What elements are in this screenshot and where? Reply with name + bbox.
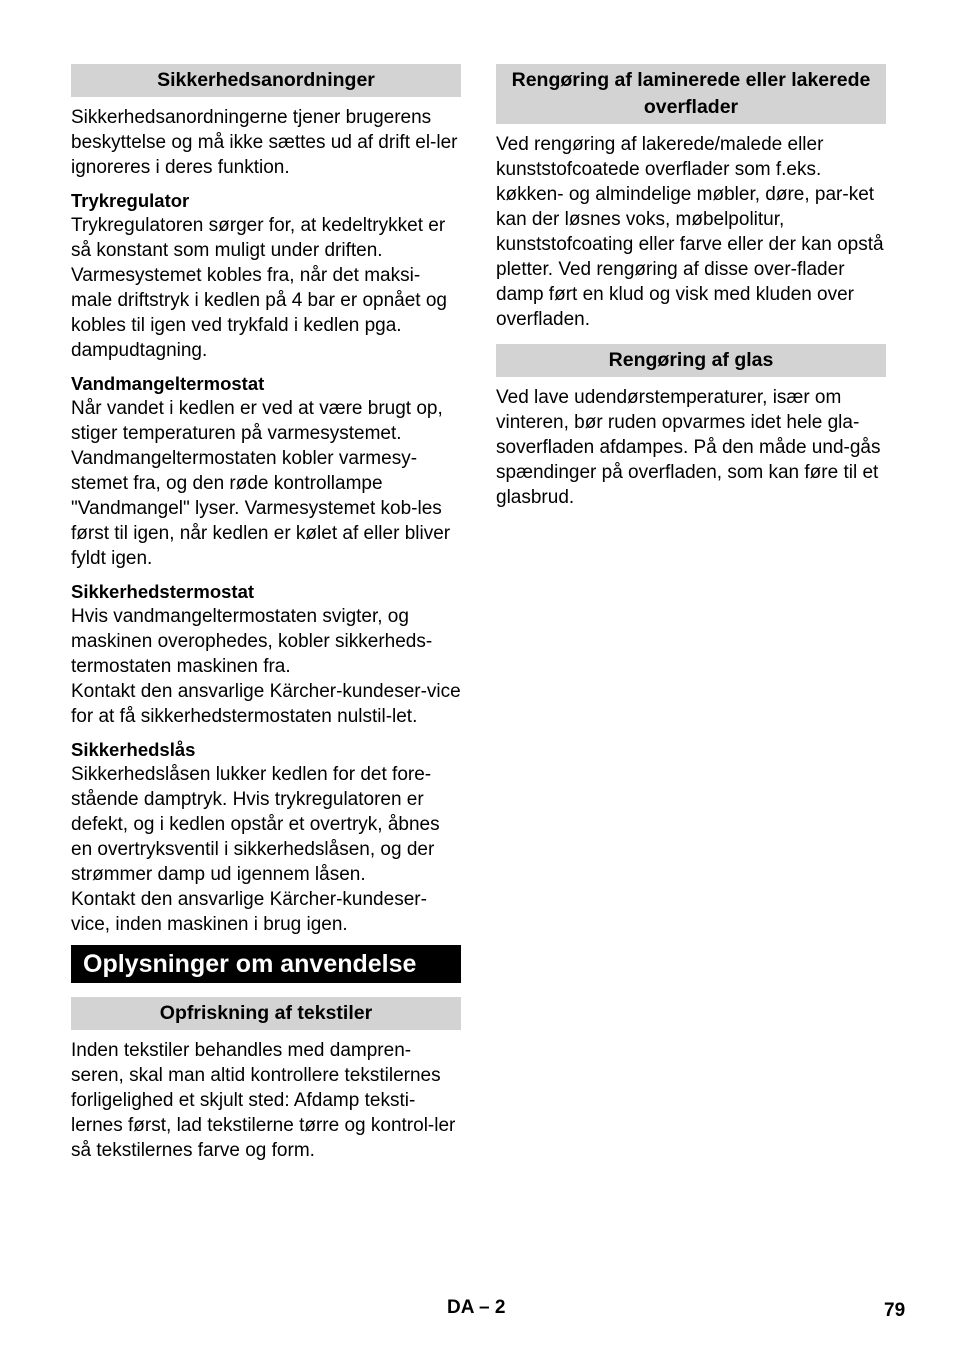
safety-intro: Sikkerhedsanordningerne tjener brugerens beskyttelse og må ikke sættes ud af drift el-ler ignoreres i deres funktion. xyxy=(71,107,458,178)
page-number: 79 xyxy=(884,1300,906,1321)
footer-section-label: DA – 2 xyxy=(447,1297,506,1318)
glass-text: Ved lave udendørstemperaturer, især om vinteren, bør ruden opvarmes idet hele gla-soverfladen afdampes. På den måde und-gås spændinger på overfladen, som kan føre til et glasbrud. xyxy=(496,387,881,508)
right-column xyxy=(496,64,886,510)
heading-textiles: Opfriskning af tekstiler xyxy=(71,997,461,1030)
heading-safety-thermostat: Sikkerhedstermostat xyxy=(71,581,255,602)
laminated-surfaces-text: Ved rengøring af lakerede/malede eller kunststofcoatede overflader som f.eks. køkken- og almindelige møbler, døre, par-ket kan der løsnes voks, møbelpolitur, kunststofcoating eller farve eller der kan opstå pletter. Ved rengøring af disse over-flader damp ført en klud og visk med kluden over overfladen. xyxy=(496,134,884,330)
heading-pressure-regulator: Trykregulator xyxy=(71,190,190,211)
chapter-heading-usage: Oplysninger om anvendelse xyxy=(71,945,461,983)
heading-safety-devices: Sikkerhedsanordninger xyxy=(71,64,461,97)
heading-glass: Rengøring af glas xyxy=(496,344,886,377)
safety-lock-text-2: Kontakt den ansvarlige Kärcher-kundeser-vice, inden maskinen i brug igen. xyxy=(71,889,427,935)
left-column xyxy=(71,64,461,1163)
safety-lock-text-1: Sikkerhedslåsen lukker kedlen for det fore-stående damptryk. Hvis trykregulatoren er defekt, og i kedlen opstår et overtryk, åbnes en overtryksventil i sikkerhedslåsen, og der strømmer damp ud igennem låsen. xyxy=(71,764,440,885)
heading-water-thermostat: Vandmangeltermostat xyxy=(71,373,265,394)
safety-thermostat-text-2: Kontakt den ansvarlige Kärcher-kundeser-vice for at få sikkerhedstermostaten nulstil-let. xyxy=(71,681,461,727)
textiles-text: Inden tekstiler behandles med dampren-seren, skal man altid kontrollere tekstilernes forligelighed et skjult sted: Afdamp teksti-lernes først, lad tekstilerne tørre og kontrol-ler så tekstilernes farve og form. xyxy=(71,1040,456,1161)
heading-laminated-surfaces: Rengøring af laminerede eller lakerede overflader xyxy=(496,64,886,124)
safety-thermostat-text-1: Hvis vandmangeltermostaten svigter, og maskinen overophedes, kobler sikkerheds-termostaten maskinen fra. xyxy=(71,606,433,677)
pressure-regulator-text: Trykregulatoren sørger for, at kedeltrykket er så konstant som muligt under driften. Varmesystemet kobles fra, når det maksi-male driftstryk i kedlen på 4 bar er opnået og kobles til igen ved trykfald i kedlen pga. dampudtagning. xyxy=(71,215,447,361)
heading-safety-lock: Sikkerhedslås xyxy=(71,739,196,760)
water-thermostat-text: Når vandet i kedlen er ved at være brugt op, stiger temperaturen på varmesystemet. Vandmangeltermostaten kobler varmesy-stemet fra, og den røde kontrollampe "Vandmangel" lyser. Varmesystemet kob-les først til igen, når kedlen er kølet af eller bliver fyldt igen. xyxy=(71,398,451,569)
